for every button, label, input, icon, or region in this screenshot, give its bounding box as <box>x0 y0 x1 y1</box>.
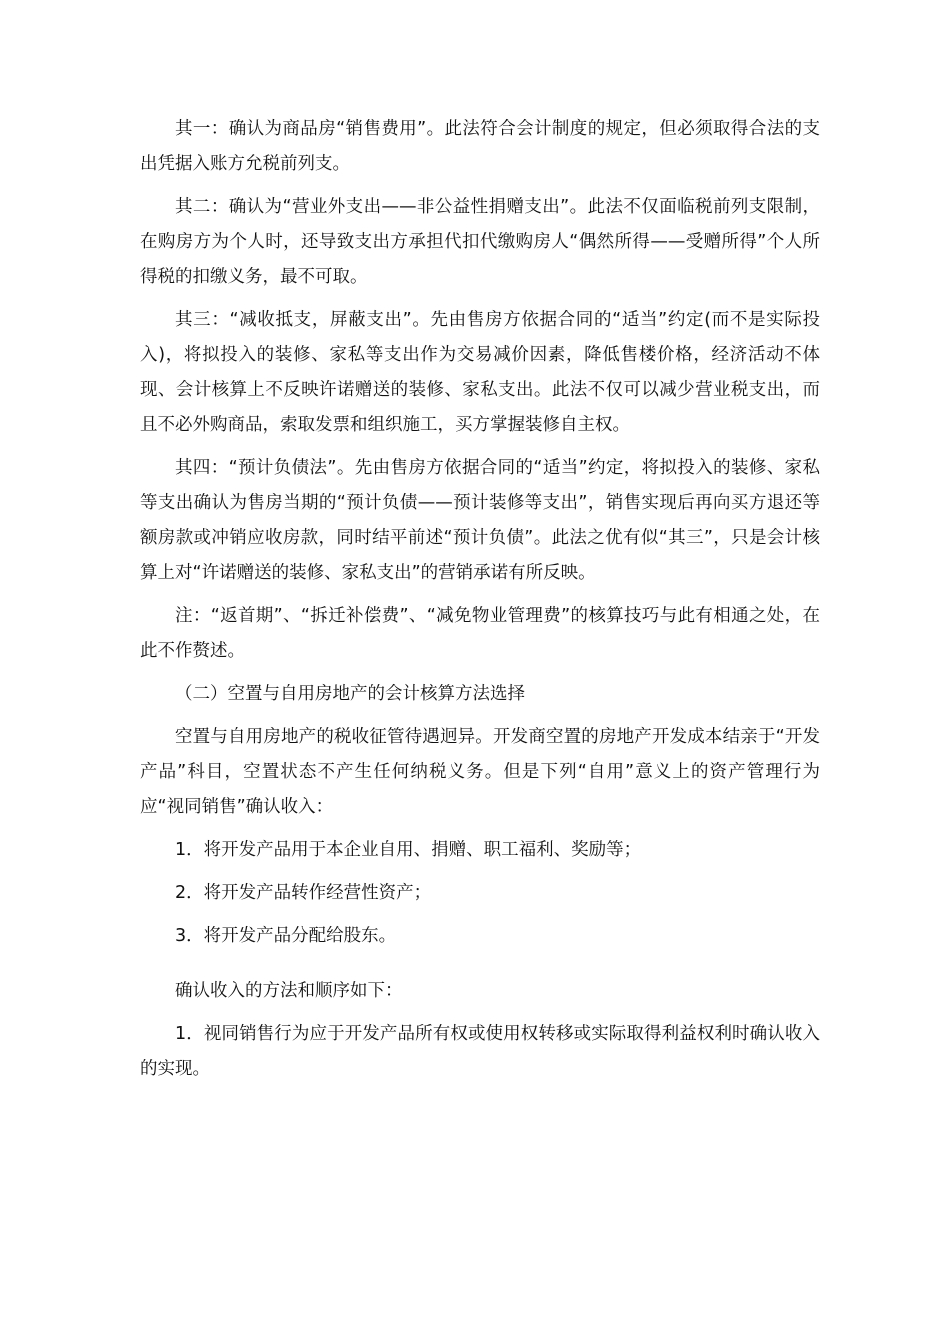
paragraph-revenue-method: 确认收入的方法和顺序如下： <box>175 981 403 1001</box>
paragraph-method-3: 其三：“减收抵支，屏蔽支出”。先由售房方依据合同的“适当”约定(而不是实际投入)，将拟投入的装修、家私等支出作为交易减价因素，降低售楼价格，经济活动不体现、会计核算上不反映许诺赠送的装修、家私支出。此法不仅可以减少营业税支出，而且不必外购商品，索取发票和组织施工，买方掌握装修自主权。 <box>140 310 820 435</box>
paragraph-method-4: 其四：“预计负债法”。先由售房方依据合同的“适当”约定，将拟投入的装修、家私等支出确认为售房当期的“预计负债——预计装修等支出”，销售实现后再向买方退还等额房款或冲销应收房款，同时结平前述“预计负债”。此法之优有似“其三”，只是会计核算上对“许诺赠送的装修、家私支出”的营销承诺有所反映。 <box>140 458 820 583</box>
document-body <box>140 112 820 1095</box>
paragraph-note: 注：“返首期”、“拆迁补偿费”、“减免物业管理费”的核算技巧与此有相通之处，在此不作赘述。 <box>140 606 820 661</box>
paragraph-method-2: 其二：确认为“营业外支出——非公益性捐赠支出”。此法不仅面临税前列支限制，在购房方为个人时，还导致支出方承担代扣代缴购房人“偶然所得——受赠所得”个人所得税的扣缴义务，最不可取。 <box>140 197 820 287</box>
paragraph-vacant-selfuse: 空置与自用房地产的税收征管待遇迥异。开发商空置的房地产开发成本结亲于“开发产品”科目，空置状态不产生任何纳税义务。但是下列“自用”意义上的资产管理行为应“视同销售”确认收入： <box>140 727 820 817</box>
section-heading: （二）空置与自用房地产的会计核算方法选择 <box>175 684 525 704</box>
list-item-1: 1．将开发产品用于本企业自用、捐赠、职工福利、奖励等； <box>175 840 642 860</box>
list-item-3: 3．将开发产品分配给股东。 <box>175 926 397 946</box>
paragraph-method-1: 其一：确认为商品房“销售费用”。此法符合会计制度的规定，但必须取得合法的支出凭据入账方允税前列支。 <box>140 119 820 174</box>
paragraph-revenue-rule-1: 1．视同销售行为应于开发产品所有权或使用权转移或实际取得利益权利时确认收入的实现。 <box>140 1024 820 1079</box>
list-item-2: 2．将开发产品转作经营性资产； <box>175 883 432 903</box>
